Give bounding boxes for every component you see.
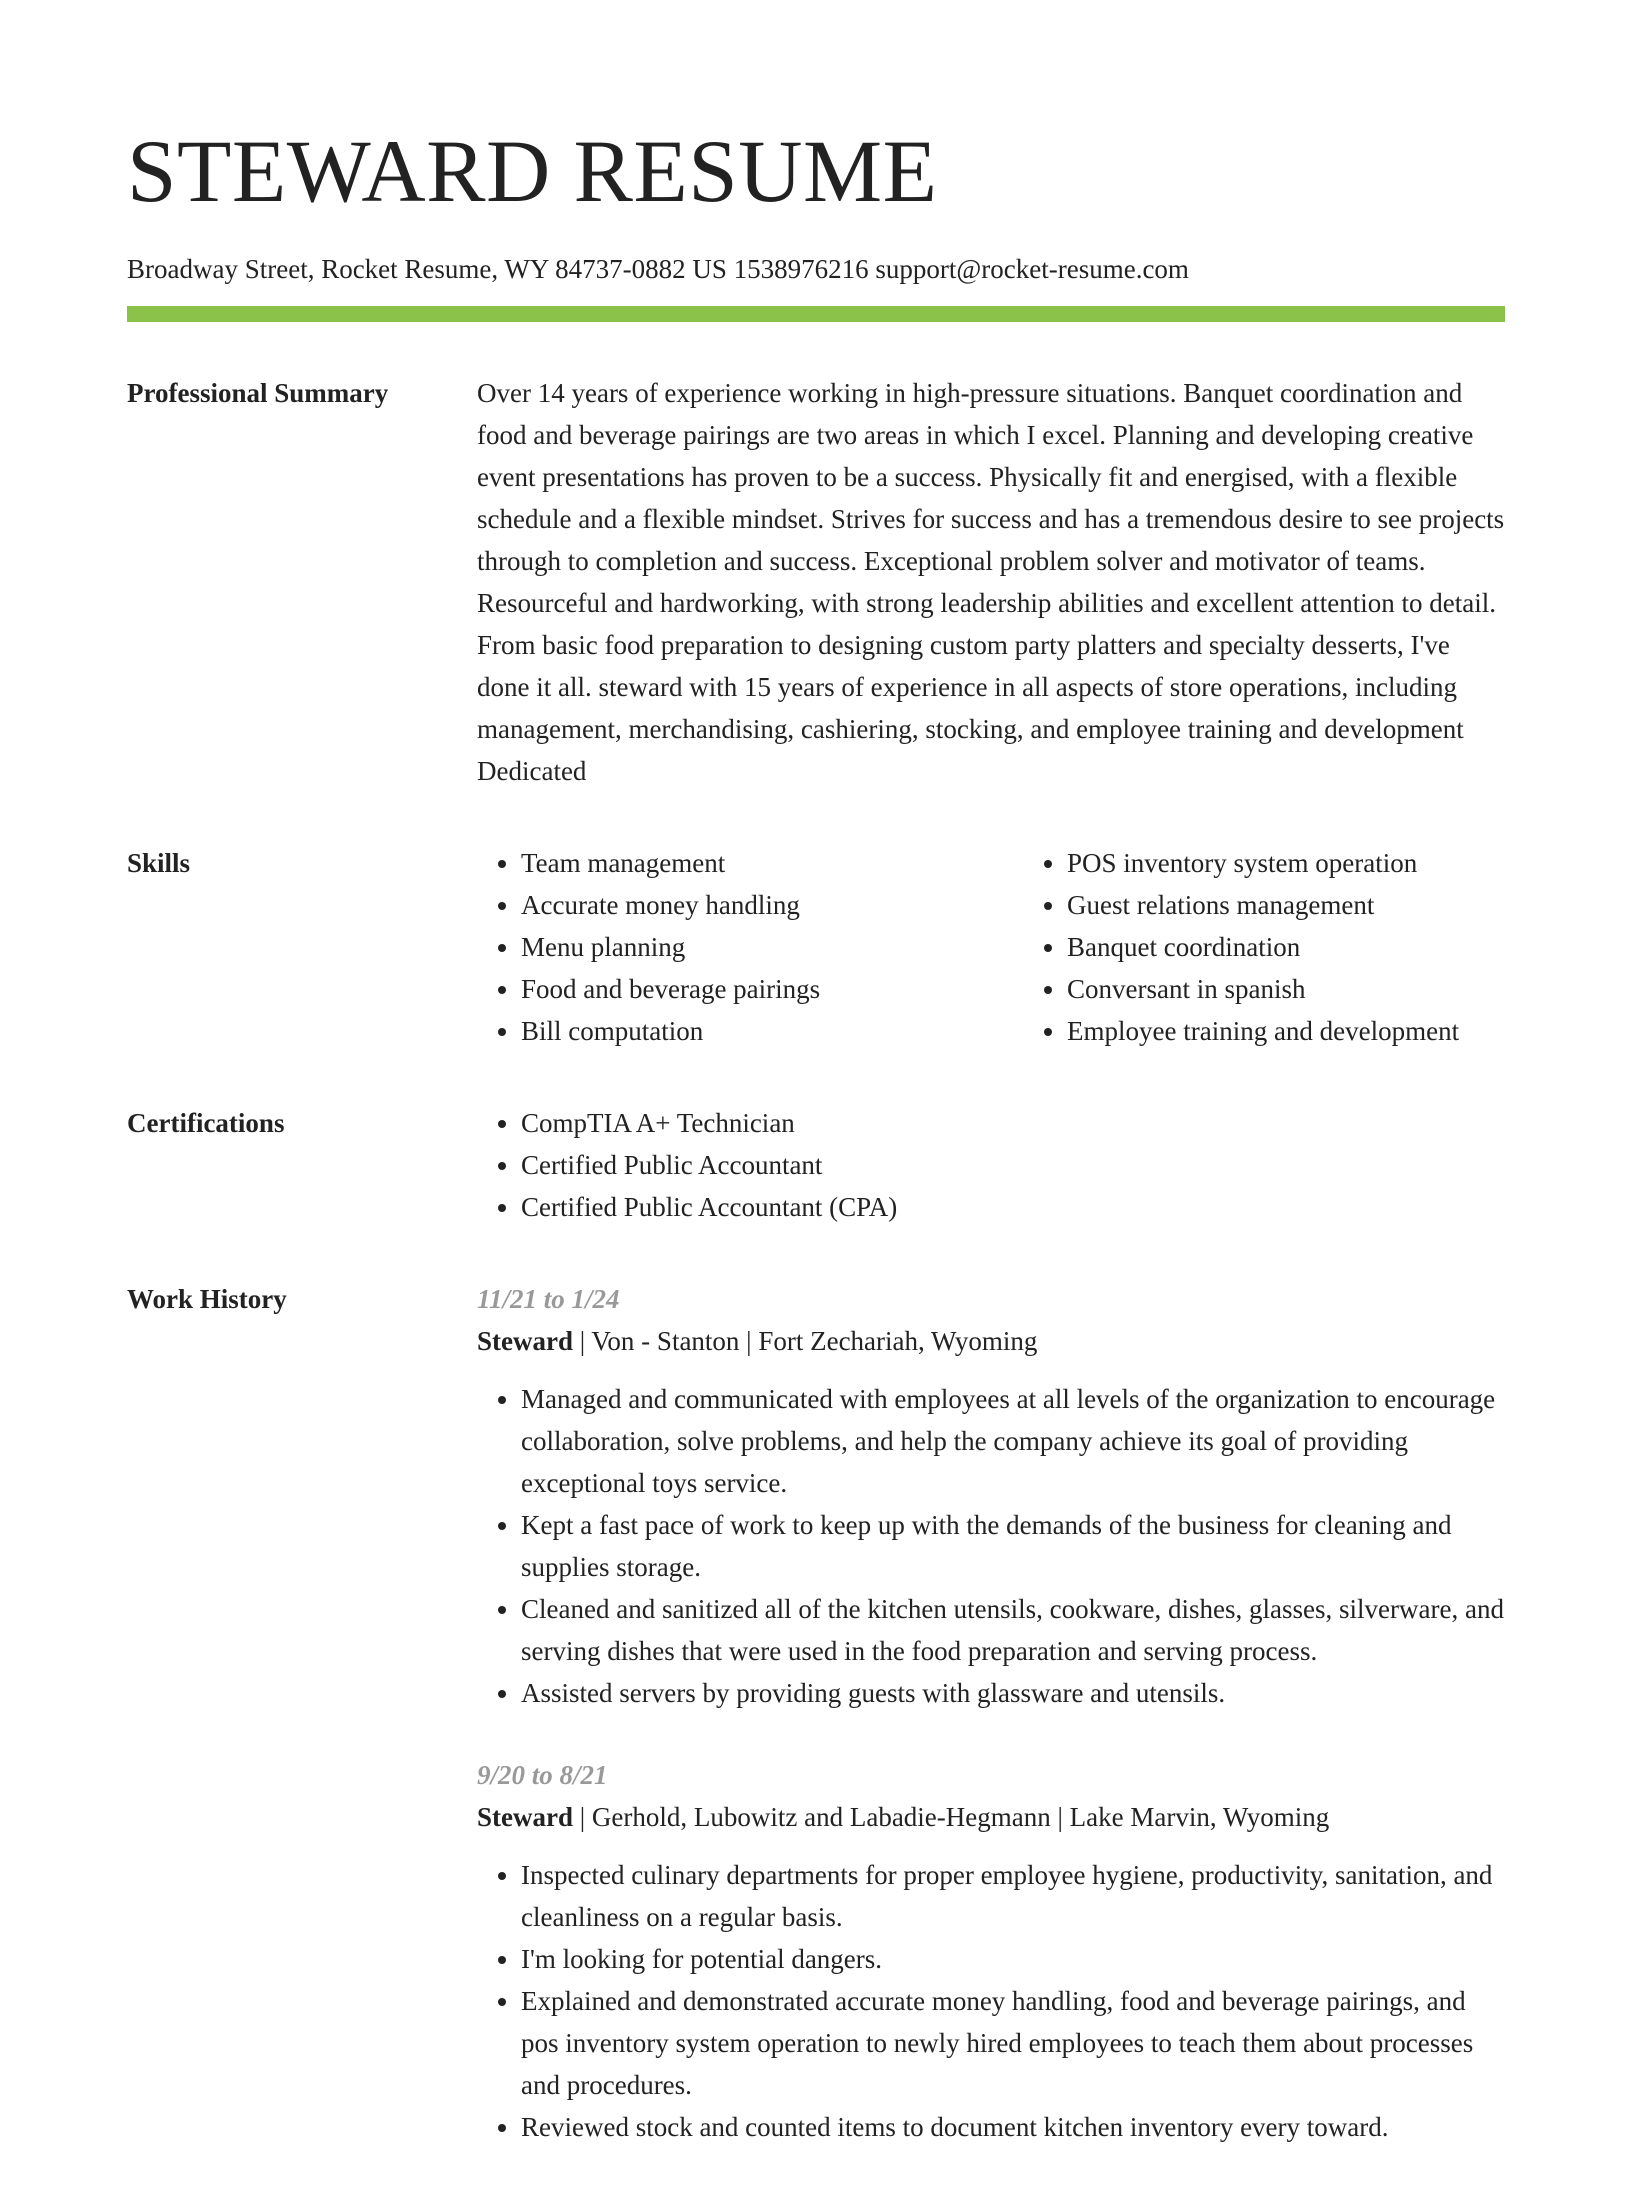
summary-text: Over 14 years of experience working in high-pressure situations. Banquet coordination and food and beverage pairings are two areas in which I excel. Planning and developing creative event presentations has proven to be a success. Physically fit and energised, with a flexible schedule and a flexible mindset. Strives for success and has a tremendous desire to see projects through to completion and success. Exceptional problem solver and motivator of teams. Resourceful and hardworking, with strong leadership abilities and excellent attention to detail. From basic food preparation to designing custom party platters and specialty desserts, I've done it all. steward with 15 years of experience in all aspects of store operations, including management, merchandising, cashiering, stocking, and employee training and development Dedicated xyxy=(477,378,1505,786)
job-duty: • Inspected culinary departments for proper employee hygiene, productivity, sanitation, and cleanliness on a regular basis. xyxy=(521,1854,1505,1938)
job-heading xyxy=(477,1320,1505,1362)
certification-item: • Certified Public Accountant (CPA) xyxy=(521,1186,1505,1228)
job-duties-list xyxy=(477,1854,1505,2148)
summary-section xyxy=(127,372,1505,792)
job-duty: • Reviewed stock and counted items to document kitchen inventory every toward. xyxy=(521,2106,1505,2148)
job-entry xyxy=(477,1754,1505,2148)
section-label-certifications: Certifications xyxy=(127,1108,285,1138)
certifications-list xyxy=(477,1102,1505,1228)
skill-item: • Team management xyxy=(521,842,1023,884)
header-divider xyxy=(127,306,1505,322)
section-label-work-history: Work History xyxy=(127,1284,287,1314)
job-duty: • Explained and demonstrated accurate money handling, food and beverage pairings, and pos inventory system operation to newly hired employees to teach them about processes and procedures. xyxy=(521,1980,1505,2106)
skill-item: • POS inventory system operation xyxy=(1067,842,1505,884)
job-duty: • Managed and communicated with employees at all levels of the organization to encourage collaboration, solve problems, and help the company achieve its goal of providing exceptional toys service. xyxy=(521,1378,1505,1504)
work-history-section xyxy=(127,1278,1505,2188)
skill-item: • Conversant in spanish xyxy=(1067,968,1505,1010)
job-details: | Von - Stanton | Fort Zechariah, Wyoming xyxy=(573,1326,1038,1356)
skill-item: • Guest relations management xyxy=(1067,884,1505,926)
skill-item: • Food and beverage pairings xyxy=(521,968,1023,1010)
certification-item: • CompTIA A+ Technician xyxy=(521,1102,1505,1144)
skill-item: • Employee training and development xyxy=(1067,1010,1505,1052)
job-entry xyxy=(477,1278,1505,1714)
job-details: | Gerhold, Lubowitz and Labadie-Hegmann | Lake Marvin, Wyoming xyxy=(573,1802,1330,1832)
job-duties-list xyxy=(477,1378,1505,1714)
skill-item: • Accurate money handling xyxy=(521,884,1023,926)
job-duty: • Cleaned and sanitized all of the kitchen utensils, cookware, dishes, glasses, silverware, and serving dishes that were used in the food preparation and serving process. xyxy=(521,1588,1505,1672)
job-heading xyxy=(477,1796,1505,1838)
skill-item: • Banquet coordination xyxy=(1067,926,1505,968)
job-title: Steward xyxy=(477,1326,573,1356)
resume-title: STEWARD RESUME xyxy=(127,123,938,221)
section-label-skills: Skills xyxy=(127,848,191,878)
certifications-section xyxy=(127,1102,1505,1228)
skill-item: • Menu planning xyxy=(521,926,1023,968)
contact-line: Broadway Street, Rocket Resume, WY 84737-0882 US 1538976216 support@rocket-resume.com xyxy=(127,254,1189,284)
certification-item: • Certified Public Accountant xyxy=(521,1144,1505,1186)
job-dates: 11/21 to 1/24 xyxy=(477,1284,620,1314)
job-duty: • I'm looking for potential dangers. xyxy=(521,1938,1505,1980)
job-duty: • Kept a fast pace of work to keep up with the demands of the business for cleaning and supplies storage. xyxy=(521,1504,1505,1588)
skills-section xyxy=(127,842,1505,1052)
skill-item: • Bill computation xyxy=(521,1010,1023,1052)
skills-list-right xyxy=(1023,842,1505,1052)
job-dates: 9/20 to 8/21 xyxy=(477,1760,608,1790)
section-label-summary: Professional Summary xyxy=(127,378,389,408)
job-title: Steward xyxy=(477,1802,573,1832)
skills-list-left xyxy=(477,842,1023,1052)
job-duty: • Assisted servers by providing guests with glassware and utensils. xyxy=(521,1672,1505,1714)
